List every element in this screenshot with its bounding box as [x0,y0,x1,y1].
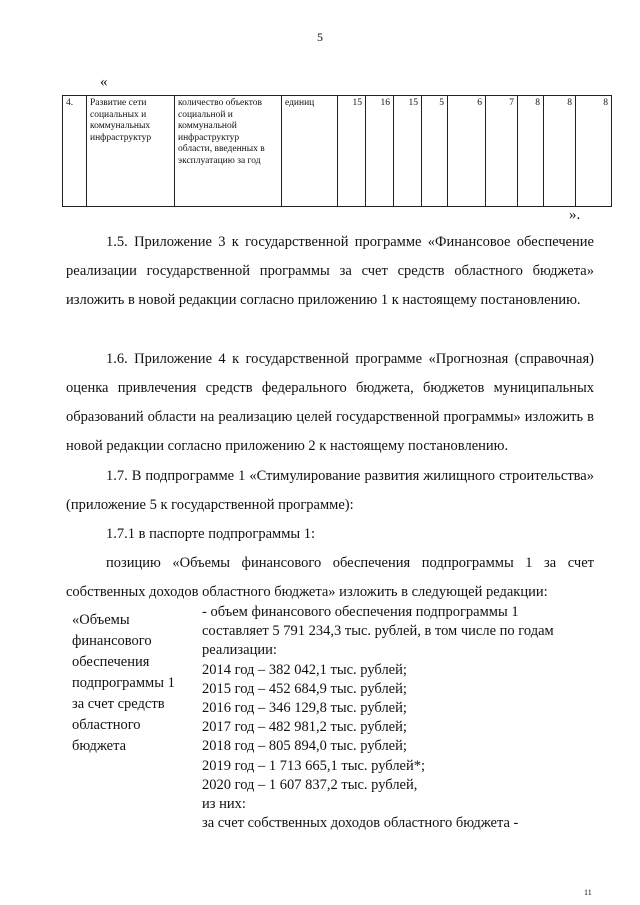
value-line: 2014 год – 382 042,1 тыс. рублей; [202,661,407,678]
value-cell: 7 [486,96,518,207]
value-cell: 6 [448,96,486,207]
paragraph-1-7 [66,462,594,520]
program-name-line: социальных и [90,109,147,120]
indicator-line: социальной и [178,109,233,120]
page-number: 5 [317,30,323,44]
indicator-line: коммунальной [178,121,237,131]
value-line: из них: [202,796,246,813]
value-cell: 15 [338,96,366,207]
program-name-cell [87,96,175,207]
value-cell: 15 [394,96,422,207]
footer-mark: 11 [584,888,592,897]
label-line: обеспечения [72,654,150,670]
program-name-line: Развитие сети [90,98,147,108]
row-number: 4. [63,96,87,207]
label-line: «Объемы [72,612,130,628]
label-line: подпрограммы 1 [72,675,175,691]
label-line: за счет средств [72,696,165,712]
value-line: за счет собственных доходов областного бюджета - [202,815,519,832]
label-line: областного [72,717,141,733]
paragraph-text: позицию «Объемы финансового обеспечения подпрограммы 1 за счет собственных доходов областного бюджета» изложить в следующей редакции: [66,555,594,600]
value-line: 2018 год – 805 894,0 тыс. рублей; [202,738,407,755]
value-line: составляет 5 791 234,3 тыс. рублей, в том числе по годам [202,623,554,640]
paragraph-1-7-1 [66,520,594,549]
indicator-line: эксплуатацию за год [178,155,261,166]
indicator-cell [175,96,282,207]
value-cell: 8 [576,96,612,207]
value-cell: 8 [544,96,576,207]
paragraph-position [66,549,594,607]
label-line: финансового [72,633,152,649]
paragraph-text: 1.6. Приложение 4 к государственной программе «Прогнозная (справочная) оценка привлечения средств федерального бюджета, бюджетов муниципальных образований области на реализацию целей государственной программы» изложить в новой редакции согласно приложению 2 к настоящему постановлению. [66,351,594,454]
paragraph-text: 1.5. Приложение 3 к государственной программе «Финансовое обеспечение реализации государственной программы за счет средств областного бюджета» изложить в новой редакции согласно приложению 1 к настоящему постановлению. [66,234,594,308]
passport-value [202,603,602,833]
close-quote: ». [569,207,581,223]
label-line: бюджета [72,738,127,754]
indicator-line: количество объектов [178,98,262,108]
value-cell: 16 [366,96,394,207]
passport-label [72,610,198,757]
open-quote: « [100,74,108,90]
value-line: 2019 год – 1 713 665,1 тыс. рублей*; [202,757,426,774]
value-line: - объем финансового обеспечения подпрограммы 1 [202,604,519,620]
paragraph-1-5 [66,228,594,315]
indicator-line: области, введенных в [178,144,265,154]
paragraph-1-6 [66,345,594,461]
paragraph-text: 1.7. В подпрограмме 1 «Стимулирование развития жилищного строительства» (приложение 5 к государственной программе): [66,468,594,513]
value-line: реализации: [202,642,277,659]
value-line: 2016 год – 346 129,8 тыс. рублей; [202,700,407,717]
value-line: 2017 год – 482 981,2 тыс. рублей; [202,719,407,736]
value-line: 2020 год – 1 607 837,2 тыс. рублей, [202,776,418,793]
value-cell: 5 [422,96,448,207]
indicator-line: инфраструктур [178,132,240,143]
program-name-line: инфраструктур [90,132,152,143]
value-line: 2015 год – 452 684,9 тыс. рублей; [202,680,407,697]
value-cell: 8 [518,96,544,207]
table-row [63,96,612,207]
unit-cell: единиц [282,96,338,207]
program-name-line: коммунальных [90,121,151,131]
indicators-table [62,95,612,207]
paragraph-text: 1.7.1 в паспорте подпрограммы 1: [106,526,316,542]
